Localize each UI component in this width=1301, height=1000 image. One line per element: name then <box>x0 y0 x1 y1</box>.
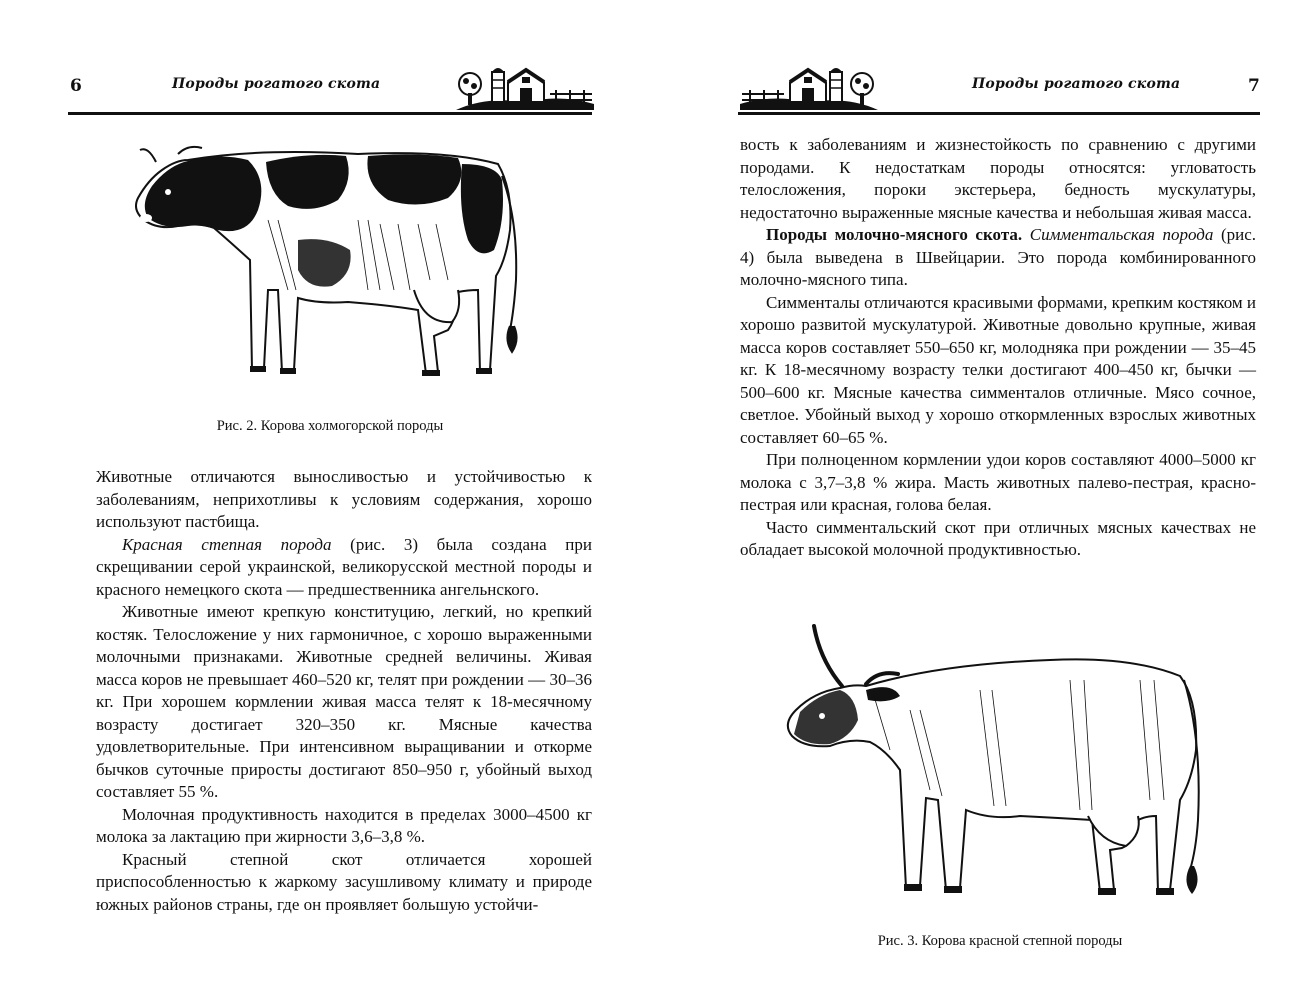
holstein-cow-illustration <box>118 140 528 380</box>
body-text-left <box>96 466 592 916</box>
paragraph: вость к заболеваниям и жизнестойкость по сравнению с другими породами. К недостаткам породы относятся: угловатость телосложения, пороки экстерьера, бедность мускулатуры, недостаточно выраженные мясные качества и небольшая живая масса. <box>740 135 1256 222</box>
farm-ornament-icon <box>456 64 594 110</box>
page-number: 6 <box>70 76 82 96</box>
paragraph <box>96 534 592 602</box>
farm-ornament-icon <box>740 64 878 110</box>
paragraph-text: (рис. 3) была создана при скрещивании серой украинской, великорусской местной породы и красного немецкого скота — предшественника ангельнского. <box>96 534 593 599</box>
paragraph: Животные отличаются выносливостью и устойчивостью к заболеваниям, неприхотливы к условиям содержания, хорошо используют пастбища. <box>96 467 592 531</box>
breed-name: Красная степная порода <box>122 534 332 554</box>
paragraph: Молочная продуктивность находится в пределах 3000–4500 кг молока за лактацию при жирности 3,6–3,8 %. <box>96 804 592 846</box>
breed-name: Симментальская порода <box>1029 225 1214 244</box>
running-title: Породы рогатого скота <box>172 76 381 92</box>
body-text-right <box>740 134 1256 562</box>
paragraph: Часто симментальский скот при отличных мясных качествах не обладает высокой молочной продуктивностью. <box>740 517 1256 559</box>
paragraph-text: (рис. 4) была выведена в Швейцарии. Это порода комбинированного молочно-мясного типа. <box>740 225 1256 289</box>
left-page <box>0 0 650 1000</box>
red-steppe-cow-illustration <box>770 620 1210 900</box>
section-heading: Породы молочно-мясного скота. <box>766 225 1023 244</box>
running-header-right <box>738 62 1260 115</box>
page-number: 7 <box>1248 76 1260 96</box>
figure-caption: Рис. 2. Корова холмогорской породы <box>216 418 444 434</box>
paragraph: Животные имеют крепкую конституцию, легкий, но крепкий костяк. Телосложение у них гармоничное, с хорошо выраженными молочными признаками. Животные средней величины. Живая масса коров не превышает 460–520 кг, телят при рождении — 30–36 кг. При хорошем кормлении живая масса телят к 18-месячному возрасту достигает 320–350 кг. Мясные качества удовлетворительные. При интенсивном выращивании и откорме бычков суточные приросты достигают 850–950 г, убойный выход составляет 55 %. <box>96 602 592 801</box>
figure-caption: Рис. 3. Корова красной степной породы <box>877 933 1123 949</box>
paragraph: Симменталы отличаются красивыми формами, крепким костяком и хорошо развитой мускулатурой. Животные довольно крупные, живая масса коров составляет 550–650 кг, молодняка при рождении — 35–45 кг. К 18-месячному возрасту телки достигают 400–450 кг, бычки — 500–600 кг. Мясные качества симменталов отличные. Мясо сочное, светлое. Убойный выход у хорошо откормленных взрослых животных составляет 60–65 %. <box>740 292 1256 447</box>
running-header-left <box>68 62 592 115</box>
running-title: Породы рогатого скота <box>972 76 1181 92</box>
right-page <box>650 0 1301 1000</box>
paragraph <box>740 224 1256 292</box>
paragraph: Красный степной скот отличается хорошей приспособленностью к жаркому засушливому климату и природе южных районов страны, где он проявляет большую устойчи- <box>96 849 592 914</box>
paragraph: При полноценном кормлении удои коров составляют 4000–5000 кг молока с 3,7–3,8 % жира. Масть животных палево-пестрая, красно-пестрая или красная, голова белая. <box>740 450 1256 514</box>
